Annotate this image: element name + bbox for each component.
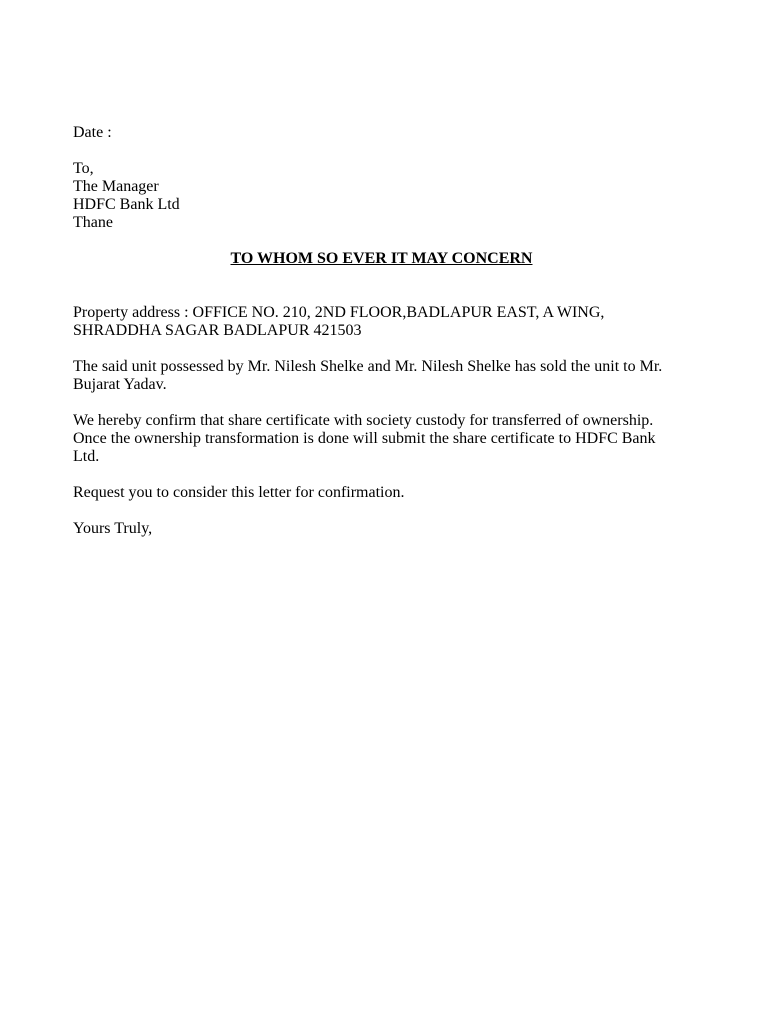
paragraph-1-line-2: Bujarat Yadav. xyxy=(73,376,167,393)
recipient-bank: HDFC Bank Ltd xyxy=(73,196,180,213)
recipient-city: Thane xyxy=(73,214,113,231)
to-label: To, xyxy=(73,160,94,177)
property-address-line-2: SHRADDHA SAGAR BADLAPUR 421503 xyxy=(73,322,362,339)
recipient-title: The Manager xyxy=(73,178,159,195)
closing: Yours Truly, xyxy=(73,520,153,537)
property-address-line-1: Property address : OFFICE NO. 210, 2ND FLOOR,BADLAPUR EAST, A WING, xyxy=(73,304,605,321)
date-label: Date : xyxy=(73,124,112,141)
letter-heading: TO WHOM SO EVER IT MAY CONCERN xyxy=(230,250,533,267)
letter-body xyxy=(73,124,698,538)
paragraph-2-line-3: Ltd. xyxy=(73,448,100,465)
paragraph-3: Request you to consider this letter for confirmation. xyxy=(73,484,405,501)
paragraph-2-line-1: We hereby confirm that share certificate with society custody for transferred of ownership. xyxy=(73,412,654,429)
paragraph-2-line-2: Once the ownership transformation is done will submit the share certificate to HDFC Bank xyxy=(73,430,656,447)
paragraph-1-line-1: The said unit possessed by Mr. Nilesh Shelke and Mr. Nilesh Shelke has sold the unit to Mr. xyxy=(73,358,663,375)
